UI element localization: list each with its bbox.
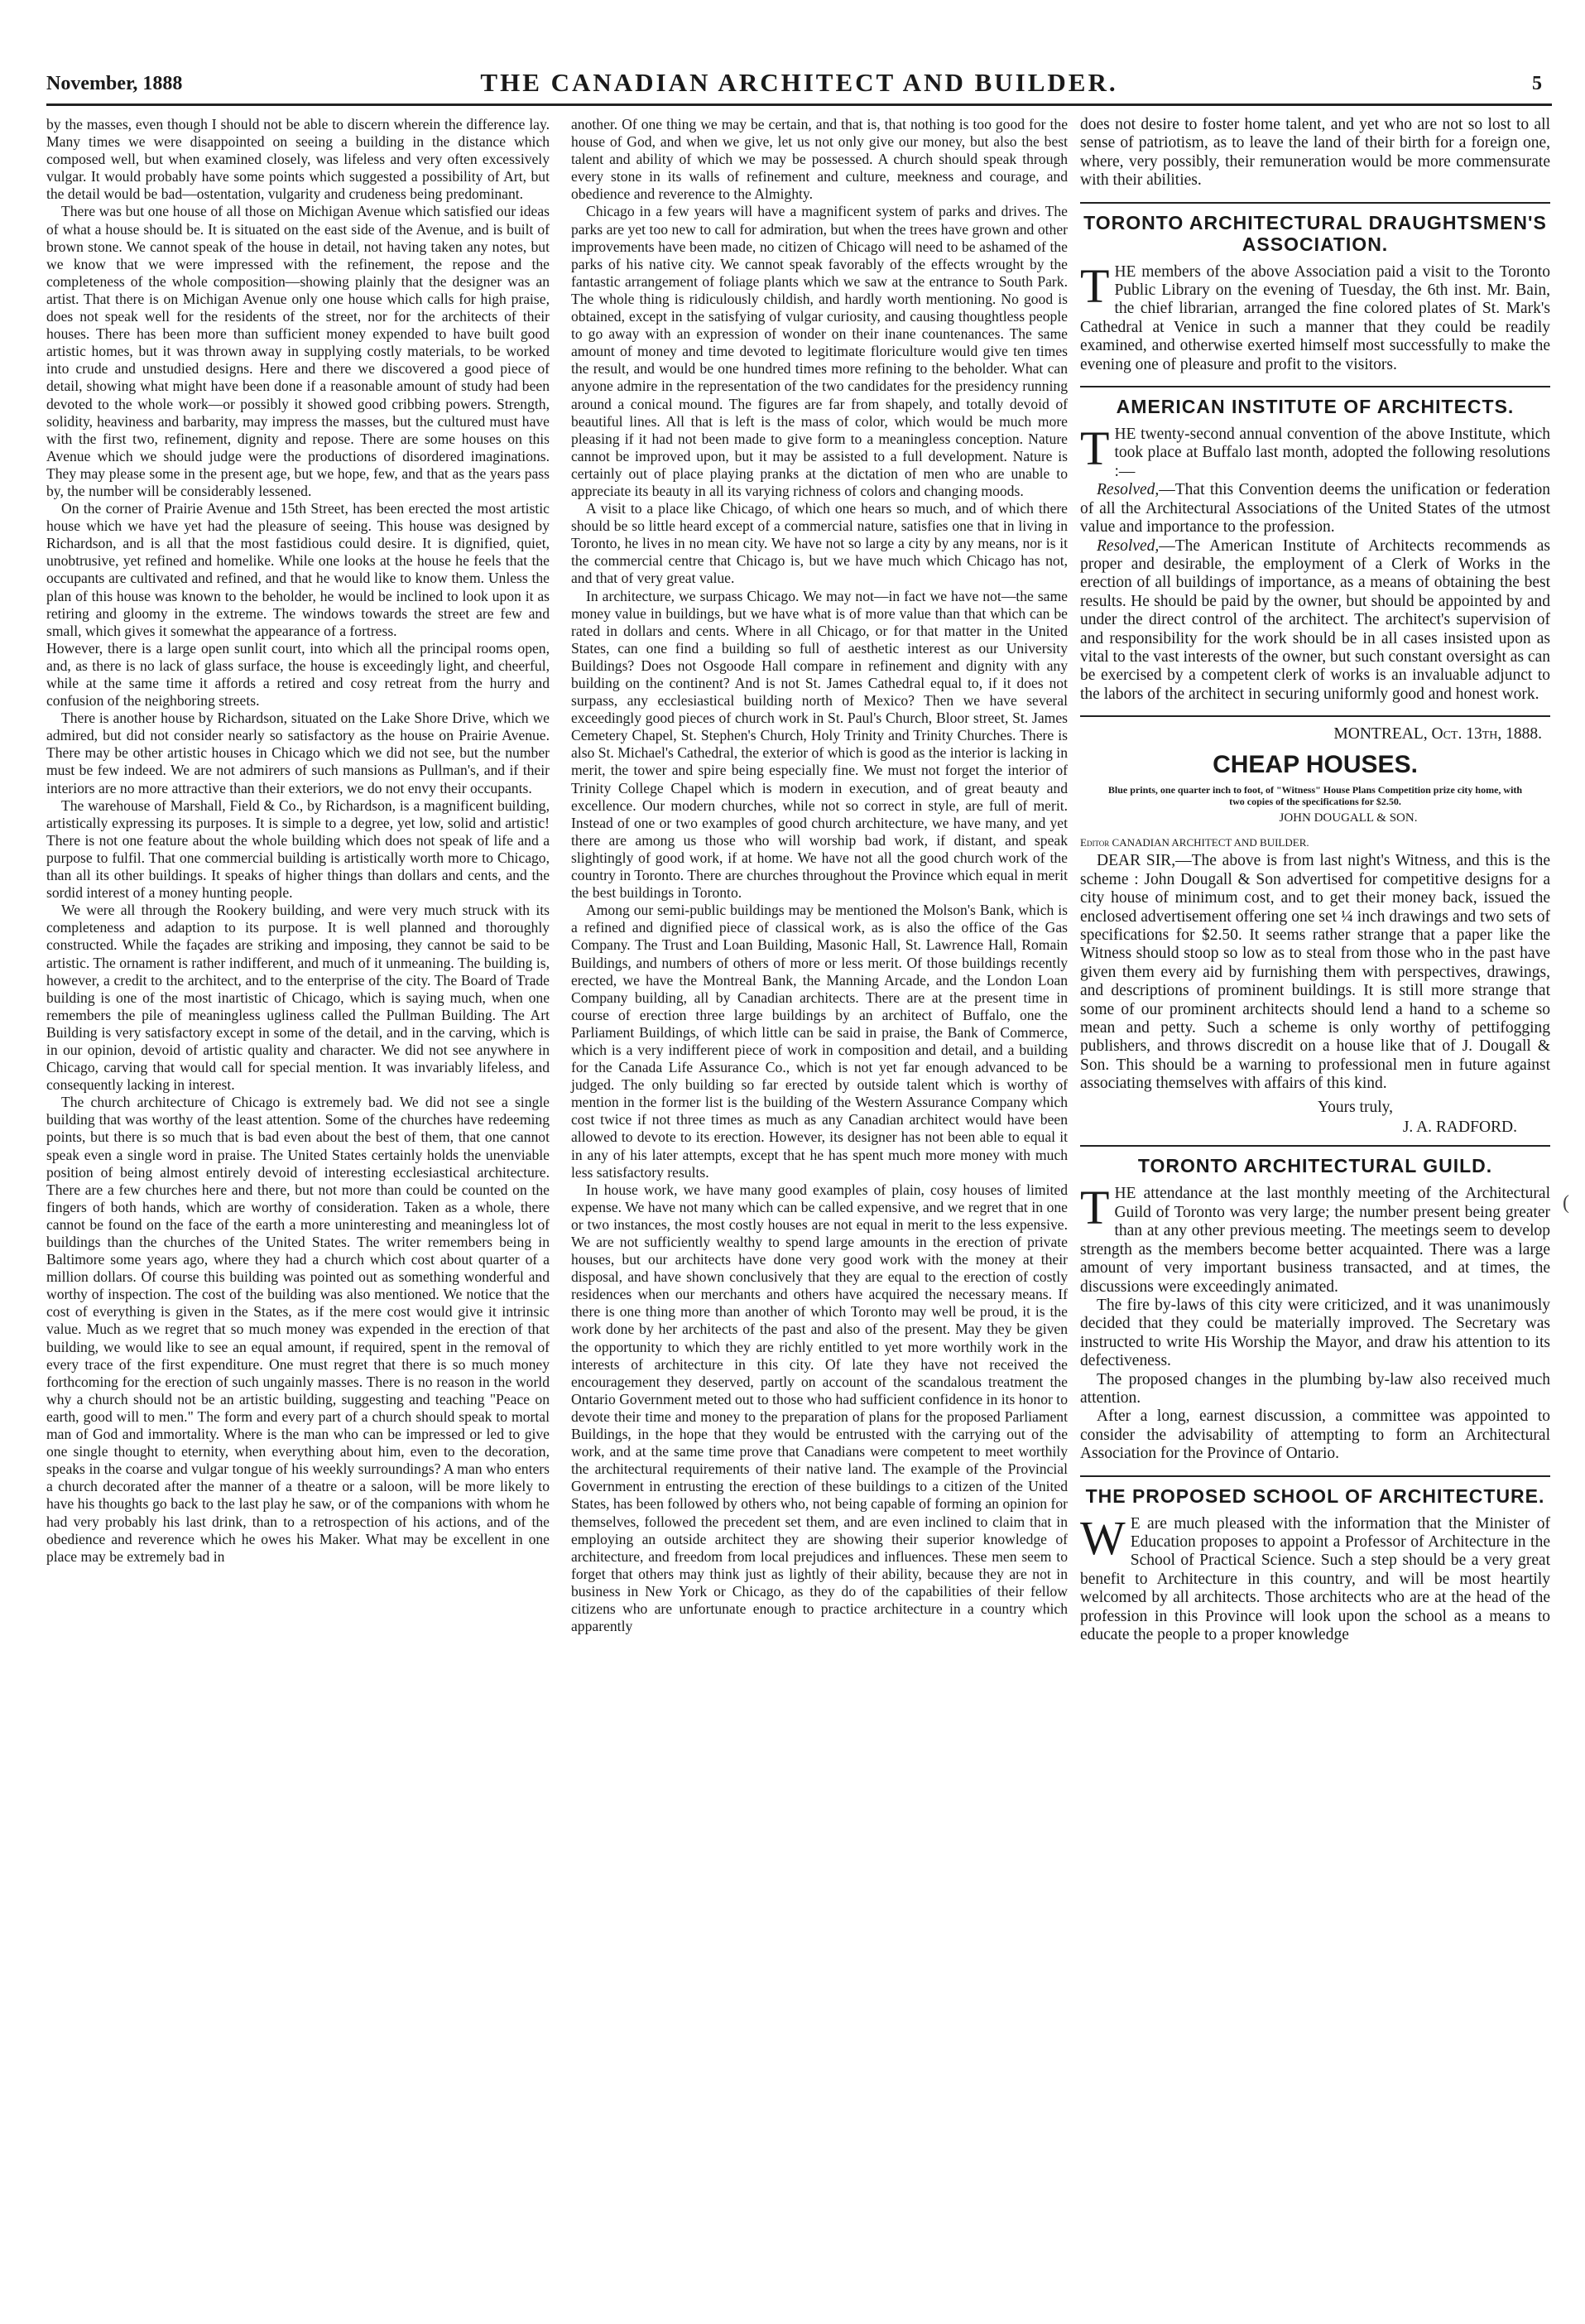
section-heading-guild: TORONTO ARCHITECTURAL GUILD. — [1137, 1155, 1493, 1177]
page-header — [46, 68, 1552, 101]
article-paragraph — [1080, 1181, 1550, 1296]
article-paragraph — [1080, 421, 1550, 481]
article-paragraph: Chicago in a few years will have a magnificent system of parks and drives. The parks are yet too new to call for admiration, but when the trees have grown and other improvements have been made, no citizen of Chicago will need to be ashamed of the parks of his native city. We cannot speak favorably of the effects wrought by the fantastic arrangement of foliage plants which we saw at the entrance to South Park. The whole thing is ridiculously childish, and hardly worth mentioning. No good is obtained, except in the satisfying of vulgar curiosity, and causing thoughtless people to go away with an expression of wonder on their inane countenances. The same amount of money and time devoted to legitimate floriculture would give ten times the result, and would be one hundred times more refining to the beholder. What can anyone admire in the representation of the two candidates for the presidency running around a conical mound. The figures are far from shapely, and totally devoid of beautiful lines. All that is left is the mass of color, which would be much more pleasing if it had not been made to give form to a meaningless conception. Nature cannot be improved upon, but it may be assisted to a full development. Nature is certainly out of place playing pranks at the dictation of men who are unable to appreciate its beauty in all its varying richness of colors and changing moods. — [571, 203, 1068, 499]
section-divider — [1080, 1145, 1550, 1147]
article-paragraph: The fire by-laws of this city were criticized, and it was unanimously decided that they could be materially improved. The Secretary was instructed to write His Worship the Mayor, and draw his attention to its defectiveness. — [1080, 1296, 1550, 1370]
letter-closing: Yours truly, — [1317, 1098, 1393, 1116]
resolution-text: —That this Convention deems the unification or federation of all the Architectural Associations of the United States of the utmost value and importance to the profession. — [1080, 481, 1550, 536]
article-paragraph: The church architecture of Chicago is extremely bad. We did not see a single building that was worthy of the least attention. Some of the churches have redeeming points, but there is so much that is bad even about the best of them, that one cannot speak even a single word in praise. The United States certainly holds the unenviable position of being almost entirely devoid of interesting ecclesiastical architecture. There are a few churches here and there, but not more than could be counted on the fingers of both hands, which are worthy of consideration. Taken as a whole, there cannot be found on the face of the earth a more uninteresting and meaningless lot of buildings than the churches of the United States. The writer remembers being in Baltimore some years ago, where they had a church which cost about quarter of a million dollars. Of course this building was pointed out as something wonderful and worthy of inspection. The cost of the building was also mentioned. We notice that the cost of everything is given in the States, as if the mere cost would give it intrinsic value. Much as we regret that so much money was expended in the erection of that building, we would like to see an equal amount, if required, spent in the removal of every trace of the first expenditure. One must regret that there is so much money forthcoming for the erection of such ungainly masses. There is no reason in the world why a church should not be an artistic building, suggesting and teaching "Peace on earth, good will to men." The form and every part of a church should speak to mortal man of God and immortality. Where is the man who can be impressed or led to give one single thought to eternity, when everything about him, even to the decoration, speaks in the coarse and vulgar tongue of his weekly surroundings? A man who enters a church decorated after the manner of a theatre or a saloon, will be more likely to have his thoughts go back to the last play he saw, or of the companions with whom he had very probably his last drink, than to a retrospection of his actions, and of the obedience and reverence which he owes his Maker. What may be excellent in one place may be extremely bad in — [46, 1094, 550, 1565]
section-heading-school: THE PROPOSED SCHOOL OF ARCHITECTURE. — [1085, 1484, 1545, 1507]
salutation: DEAR SIR, — [1097, 852, 1176, 870]
article-paragraph: The proposed changes in the plumbing by-law also received much attention. — [1080, 1370, 1550, 1407]
column-3 — [1080, 116, 1550, 1644]
article-paragraph: We were all through the Rookery building, and were very much struck with its completeness and adaption to its purpose. It is well planned and thoroughly constructed. While the façades are striking and imposing, they cannot be said to be artistic. The ornament is rather indifferent, and much of it unmeaning. The building is, however, a credit to the architect, and to the enterprise of the city. The Board of Trade building is one of the most inartistic of Chicago, which is saying much, when one remembers the pile of meaningless ugliness called the Pullman Building. The Art Building is very satisfactory except in some of the detail, and in the carving, which is in our opinion, devoid of artistic quality and character. We did not see anywhere in Chicago, carving that would call for special mention. It was invariably lifeless, and consequently lacking in interest. — [46, 902, 550, 1094]
article-paragraph: The warehouse of Marshall, Field & Co., by Richardson, is a magnificent building, artistically expressing its purposes. It is simple to a degree, yet low, solid and artistic! There is not one feature about the whole building which does not speak of life and a purpose to fulfil. That one commercial building is artistically worth more to Chicago, than all its other buildings. It speaks of higher things than dollars and cents, and the sordid interest of a money hunting people. — [46, 796, 550, 902]
advertisement-signature: JOHN DOUGALL & SON. — [1279, 811, 1418, 825]
resolution-paragraph — [1080, 537, 1550, 705]
masthead-title: THE CANADIAN ARCHITECT AND BUILDER. — [480, 68, 1118, 97]
section-divider — [1080, 202, 1550, 204]
margin-mark: ( — [1563, 1192, 1569, 1214]
drop-cap: W — [1080, 1510, 1126, 1565]
letter-text: —The above is from last night's Witness, and this is the scheme : John Dougall & Son advertised for competitive designs for a city house of minimum cost, and to get their money back, issued the enclosed advertisement offering one set ¼ inch drawings and two sets of specifications for $2.50. It seems rather strange that a paper like the Witness should stoop so low as to steal from those who in the past have given them every aid by furnishing them with perspectives, drawings, and descriptions of prominent buildings. It is still more strange that some of our prominent architects should lend a hand to a scheme so mean and petty. Such a scheme is only worthy of pettifogging publishers, and throws discredit on a house like that of J. Dougall & Son. This should be a warning to professional men in future against associating themselves with affairs of this kind. — [1080, 852, 1550, 1093]
letter-dateline: MONTREAL, Oct. 13th, 1888. — [1333, 725, 1542, 743]
article-paragraph: another. Of one thing we may be certain, and that is, that nothing is too good for the house of God, and when we give, let us not only give our money, but also the best talent and ability of which we may be possessed. A church should speak through every stone in its walls of refinement and culture, meekness and courage, and obedience and reverence to the Almighty. — [571, 116, 1068, 203]
advertisement-clipping: Blue prints, one quarter inch to foot, of "Witness" House Plans Competition prize city home, with two copies of the specifications for $2.50. — [1107, 783, 1523, 807]
drop-cap: T — [1080, 421, 1110, 476]
article-paragraph: In architecture, we surpass Chicago. We may not—in fact we have not—the same money value in buildings, but we have what is of more value than that which can be rated in dollars and cents. Where in all Chicago, or for that matter in the United States, can one find a building so full of aesthetic interest as our University Buildings? Does not Osgoode Hall compare in refinement and dignity with any building on the continent? And is not St. James Cathedral equal to, if it does not surpass, any ecclesiastical building north of Mexico? Then we have several exceedingly good pieces of church work in St. Paul's Church, Bloor street, St. James Cemetery Chapel, St. Stephen's Church, Holy Trinity and Trinity Churches. There is also St. Michael's Cathedral, the exterior of which is good as the interior is lacking in merit, the tower and spire being especially fine. We must not forget the interior of Trinity College Chapel which is modern in execution, and of great beauty and excellence. Our modern churches, while not so correct in style, are full of merit. Instead of one or two examples of good church architecture, we have many, and yet there are among us those who will worship bad work, if distant, and speak slightingly of good work, if at home. We have not all the good church work of the country in Toronto. There are churches throughout the Province which equal in merit the best buildings in Toronto. — [571, 587, 1068, 902]
letter-body — [1080, 852, 1550, 1093]
section-heading-cheap-houses: CHEAP HOUSES. — [1213, 750, 1418, 778]
article-paragraph: In house work, we have many good examples of plain, cosy houses of limited expense. We have not many which can be called expensive, and we regret that in one or two instances, the most costly houses are not equal in merit to the less expensive. We are not sufficiently wealthy to spend large amounts in the erection of private houses, but our architects have done very good work with the money at their disposal, and have shown conclusively that they are equal to the erection of costly residences when our merchants and others have acquired the necessary means. If there is one thing more than another of which Toronto may well be proud, it is the work done by her architects of the past and also of the present. May they be given the opportunity to which they are richly entitled to yet more worthily work in the interests of architecture in this city. Of late they have not received the encouragement they deserved, partly on account of the scandalous treatment the Ontario Government meted out to those who had sufficient confidence in its honor to devote their time and money to the preparation of plans for the proposed Parliament Buildings, in the hope that they would be entrusted with the carrying out of the work, and at the same time prove that Canadians were competent to meet worthily the architectural requirements of their native land. The example of the Provincial Government in entrusting the erection of these buildings to a citizen of the United States, has been followed by others who, not being capable of forming an opinion for themselves, followed the precedent set them, and are even inclined to claim that in employing an outside architect they are showing their superior knowledge of architecture, and freedom from local prejudices and influences. These men seem to forget that others may think just as lightly of their ability, because they are not in business in New York or Chicago, as they do of the capabilities of their fellow citizens who are unfortunate enough to practice architecture in a country which apparently — [571, 1181, 1069, 1635]
resolved-label: Resolved, — [1097, 536, 1160, 555]
resolution-text: —The American Institute of Architects recommends as proper and desirable, the employment of a Clerk of Works in the erection of all buildings of importance, as a means of obtaining the best results. He should be paid by the owner, but should be appointed by and under the direct control of the architect. The architect's supervision of and responsibility for the work should be in all cases insisted upon as vital to the vast interests of the owner, but such constant oversight as can be exercised by a competent clerk of works is an invaluable adjunct to the labors of the architect in securing uniformly good and honest work. — [1080, 536, 1550, 703]
article-paragraph: Among our semi-public buildings may be mentioned the Molson's Bank, which is a refined and dignified piece of classical work, as is also the office of the Gas Company. The Trust and Loan Building, Masonic Hall, St. Lawrence Hall, Romain Buildings, and numbers of others of more or less merit. Of those buildings recently erected, we have the Montreal Bank, the Manning Arcade, and the London Loan Company building, all by Canadian architects. There are at the present time in course of erection three large buildings by an architect of Buffalo, one the Parliament Buildings, of which little can be said in praise, the Bank of Commerce, which is a very indifferent piece of work in composition and detail, and a building for the Canada Life Assurance Co., which is not yet far enough advanced to be judged. The only building so far erected by outside talent which is worthy of mention in the former list is the building of the Western Assurance Company which cost twice if not three times as much as any Canadian architect would have been allowed to devote to its erection. However, its designer has not been able to equal it in any of his later attempts, except that he has spent much more money with much less satisfactory results. — [571, 902, 1068, 1181]
section-divider — [1080, 1475, 1550, 1477]
header-rule — [46, 103, 1552, 106]
paragraph-text: HE attendance at the last monthly meeting of the Architectural Guild of Toronto was very large; the number present being greater than at any other previous meeting. The meetings seem to develop strength as the members become better acquainted. There was a large amount of very important business transacted, and at times, the discussions were exceedingly animated. — [1080, 1185, 1550, 1296]
article-paragraph: A visit to a place like Chicago, of which one hears so much, and of which there should be so little heard except of a commercial nature, satisfies one that in living in Toronto, he lives in no mean city. We have not so large a city by any means, nor is it the commercial centre that Chicago is, but we have much which Chicago has not, and that of very great value. — [571, 500, 1068, 587]
section-heading-draughtsmen: TORONTO ARCHITECTURAL DRAUGHTSMEN'S ASSOCIATION. — [1083, 211, 1547, 255]
page-number: 5 — [1532, 73, 1542, 94]
section-heading-aia: AMERICAN INSTITUTE OF ARCHITECTS. — [1116, 396, 1515, 418]
resolved-label: Resolved, — [1097, 481, 1160, 499]
section-divider — [1080, 386, 1550, 387]
column-2 — [571, 116, 1068, 1635]
article-paragraph: by the masses, even though I should not be able to discern wherein the difference lay. Many times we were disappointed on seeing a building in the distance which composed well, but when examined closely, was lifeless and very often excessively vulgar. It would probably have some points which suggested a possibility of Art, but the detail would be bad—ostentation, vulgarity and crudeness being predominant. — [46, 116, 550, 203]
article-paragraph: On the corner of Prairie Avenue and 15th Street, has been erected the most artistic house which we have yet had the pleasure of seeing. This house was designed by Richardson, and is all that the most fastidious could desire. It is dignified, quiet, unobtrusive, yet refined and homelike. While one looks at the house he feels that the occupants are cultivated and refined, and that he would like to know them. Unless the plan of this house was known to the beholder, he would be inclined to look upon it as retiring and gloomy in the extreme. The windows towards the street are few and small, which gives it somewhat the appearance of a fortress. — [46, 500, 550, 639]
article-paragraph: However, there is a large open sunlit court, into which all the principal rooms open, and, as there is no lack of glass surface, the house is exceedingly light, and cheerful, while at the same time it affords a retired and cosy retreat from the hurry and confusion of the neighboring streets. — [46, 639, 550, 710]
paragraph-text: E are much pleased with the information that the Minister of Education proposes to appoint a Professor of Architecture in the School of Practical Science. Such a step should be a very great benefit to Architecture in this country, and will be most heartily welcomed by all architects. Those architects who are at the head of the profession in this Province will look upon the school as a means to educate the people to a proper knowledge — [1080, 1514, 1550, 1643]
drop-cap: T — [1080, 1181, 1110, 1235]
letter-signature: J. A. RADFORD. — [1402, 1119, 1517, 1137]
article-paragraph: does not desire to foster home talent, and yet who are not so lost to all sense of patriotism, as to leave the land of their birth for a foreign one, where, very possibly, their remuneration would be more commensurate with their abilities. — [1080, 116, 1550, 190]
section-divider — [1080, 715, 1550, 717]
article-paragraph: After a long, earnest discussion, a committee was appointed to consider the advisability of attempting to form an Architectural Association for the Province of Ontario. — [1080, 1407, 1550, 1463]
article-paragraph: There is another house by Richardson, situated on the Lake Shore Drive, which we admired, but did not consider nearly so satisfactory as the house on Prairie Avenue. There may be other artistic houses in Chicago which we did not see, but the number must be few indeed. We are not admirers of such mansions as Pullman's, and if their interiors are no more attractive than their exteriors, we do not envy their occupants. — [46, 710, 550, 796]
editor-address: Editor CANADIAN ARCHITECT AND BUILDER. — [1080, 835, 1309, 849]
resolution-paragraph — [1080, 481, 1550, 536]
issue-date: November, 1888 — [46, 73, 183, 94]
paragraph-text: HE twenty-second annual convention of the above Institute, which took place at Buffalo last month, adopted the following resolutions :— — [1114, 426, 1550, 480]
article-paragraph — [1080, 258, 1550, 374]
article-paragraph: There was but one house of all those on Michigan Avenue which satisfied our ideas of what a house should be. It is situated on the east side of the Avenue, and is built of brown stone. We cannot speak of the house in detail, not having taken any notes, but we know that we were impressed with the refinement, the repose and the completeness of the whole composition—showing plainly that the designer was an artist. That there is on Michigan Avenue only one house which calls for high praise, does not speak well for the residents of the street, nor for the architects of their houses. There has been more than sufficient money expended to have built good artistic homes, but it was thrown away in supplying costly materials, to be worked into crude and unstudied designs. Here and there we discovered a good piece of detail, showing what might have been done if a reasonable amount of study had been devoted to the whole work—or possibly it showed good cribbing powers. Strength, solidity, heaviness and barbarity, may impress the masses, but the cultured must have with the first two, refinement, dignity and repose. There are some houses on this Avenue which we should judge were the productions of disordered imaginations. They may please some in the present age, but we hope, few, and that as the years pass by, the number will be considerably lessened. — [46, 203, 550, 499]
article-paragraph — [1080, 1510, 1550, 1645]
drop-cap: T — [1080, 258, 1110, 313]
paragraph-text: HE members of the above Association paid a visit to the Toronto Public Library on the evening of Tuesday, the 6th inst. Mr. Bain, the chief librarian, arranged the fine colored plates of St. Mark's Cathedral at Venice in such a manner that they could be readily examined, and otherwise exerted himself most successfully to make the evening one of pleasure and profit to the visitors. — [1080, 262, 1550, 373]
column-1 — [46, 116, 550, 1566]
